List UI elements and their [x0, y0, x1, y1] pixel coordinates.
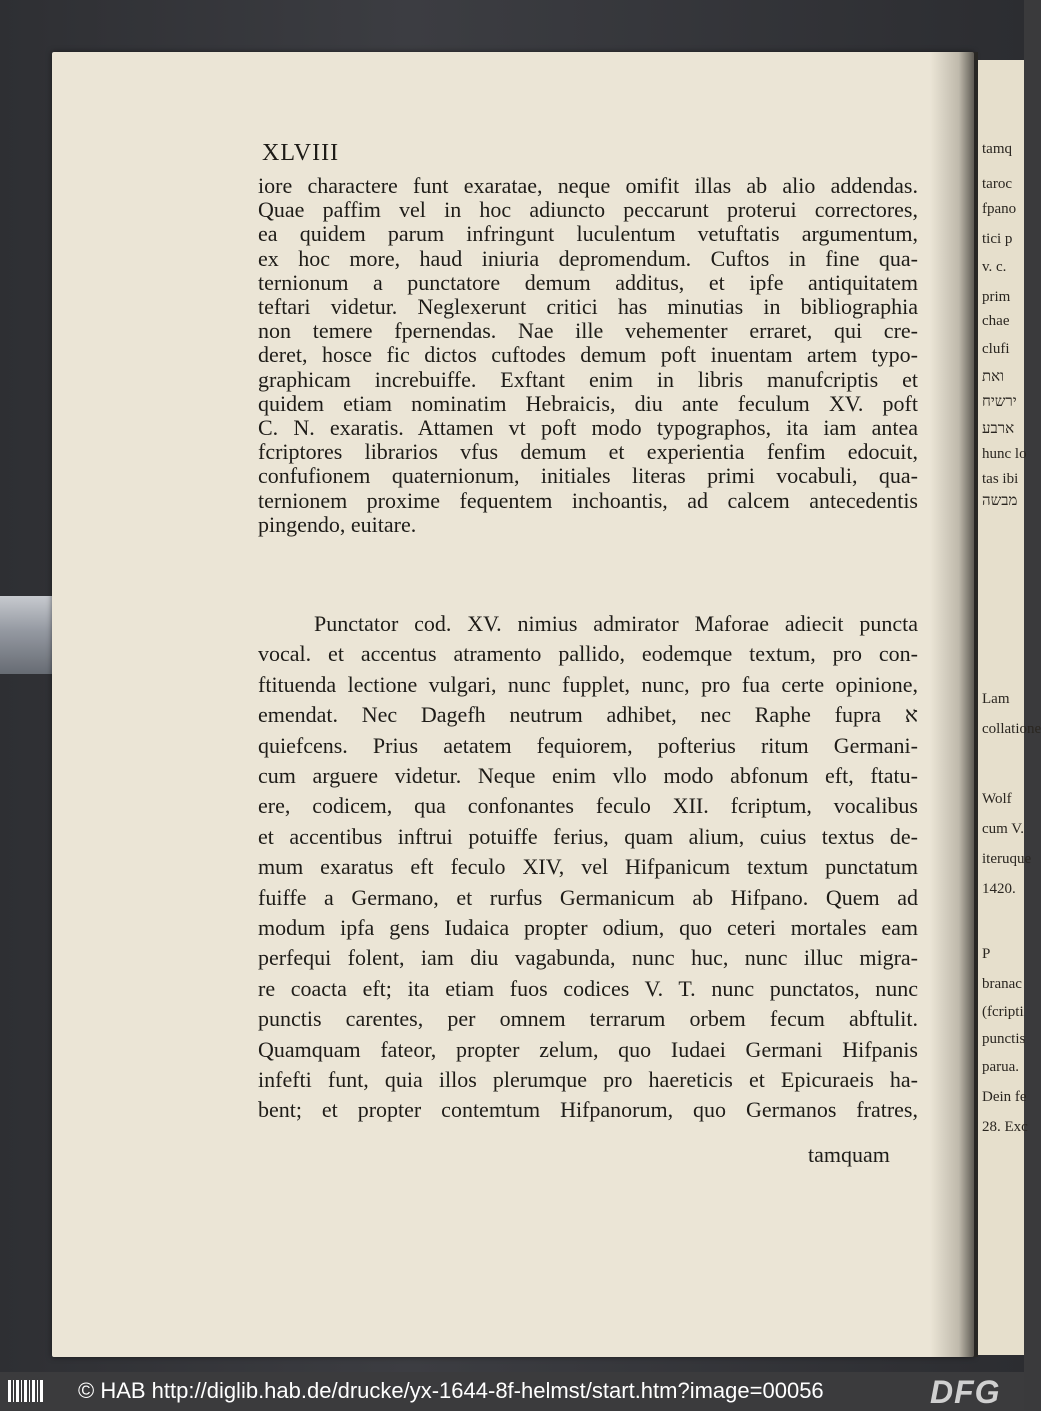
text-line: quidem etiam nominatim Hebraicis, diu ante feculum XV. poft	[258, 390, 918, 416]
adjacent-page-fragment: chae	[982, 313, 1010, 329]
text-line: fcriptores librarios vfus demum et experientia fenfim edocuit,	[258, 439, 918, 465]
text-line: mum exaratus eft feculo XIV, vel Hifpanicum textum punctatum	[258, 854, 918, 880]
page-gutter-shadow	[930, 52, 978, 1357]
text-line: iore charactere funt exaratae, neque omifit illas ab alio addendas.	[258, 173, 918, 198]
text-line: re coacta eft; ita etiam fuos codices V. T. nunc punctatos, nunc	[258, 975, 918, 1001]
adjacent-page-fragment: tici p	[982, 231, 1013, 247]
text-line: cum arguere videtur. Neque enim vllo modo abfonum eft, ftatu-	[258, 763, 918, 788]
text-line: ex hoc more, haud iniuria depromendum. Cuftos in fine qua-	[258, 245, 918, 271]
text-line: pingendo, euitare.	[258, 511, 417, 537]
text-line: ternionum a punctatore demum additus, et ipfe antiquitatem	[258, 269, 918, 295]
adjacent-page-fragment: fpano	[982, 201, 1017, 217]
adjacent-page-fragment: Lam	[982, 691, 1010, 707]
adjacent-page-fragment: iteruque	[982, 851, 1032, 867]
text-line: emendat. Nec Dagefh neutrum adhibet, nec Raphe fupra א	[258, 702, 918, 728]
running-head: XLVIII	[262, 140, 340, 166]
adjacent-page-fragment: (fcripti	[982, 1004, 1024, 1020]
adjacent-page-fragment: 1420.	[982, 881, 1016, 897]
text-line: Punctator cod. XV. nimius admirator Maforae adiecit puncta	[314, 611, 918, 636]
adjacent-page-edge	[978, 60, 1041, 1355]
adjacent-page-fragment: branac	[982, 976, 1022, 992]
text-line: Quamquam fateor, propter zelum, quo Iudaei Germani Hifpanis	[258, 1036, 918, 1062]
adjacent-page-fragment: parua.	[982, 1059, 1020, 1075]
adjacent-page-fragment: Wolf	[982, 791, 1012, 807]
text-line: bent; et propter contemtum Hifpanorum, quo Germanos fratres,	[258, 1097, 918, 1123]
text-line: ea quidem parum infringunt luculentum vetuftatis argumentum,	[258, 221, 918, 247]
footer-bar	[0, 1372, 1024, 1410]
adjacent-page-fragment: tamq	[982, 141, 1012, 157]
dfg-logo: DFG	[930, 1374, 1001, 1410]
adjacent-page-fragment: punctis	[982, 1031, 1026, 1047]
text-line: ternionem proxime fequentem inchoantis, ad calcem antecedentis	[258, 487, 918, 513]
text-line: modum ipfa gens Iudaica propter odium, quo ceteri mortales eam	[258, 915, 918, 940]
adjacent-page-fragment: hunc lo	[982, 446, 1027, 462]
text-line: C. N. exaratis. Attamen vt poft modo typographos, ita iam antea	[258, 415, 918, 440]
text-line: infefti funt, quia illos plerumque pro haereticis et Epicuraeis ha-	[258, 1067, 918, 1092]
adjacent-page-fragment: ירשיח	[982, 394, 1017, 410]
adjacent-page-fragment: taroc	[982, 176, 1012, 192]
catchword: tamquam	[808, 1142, 890, 1167]
barcode-icon	[8, 1380, 48, 1402]
adjacent-page-fragment: 28. Exc	[982, 1119, 1028, 1135]
text-line: et accentibus inftrui potuiffe ferius, quam alium, cuius textus de-	[258, 823, 918, 849]
adjacent-page-fragment: Dein fe	[982, 1089, 1027, 1105]
adjacent-page-fragment: ארבע	[982, 421, 1015, 437]
text-line: fuiffe a Germano, et rurfus Germanicum ab Hifpano. Quem ad	[258, 884, 918, 910]
text-line: perfequi folent, iam diu vagabunda, nunc huc, nunc illuc migra-	[258, 945, 918, 971]
adjacent-page-fragment: ואת	[982, 369, 1004, 385]
adjacent-page-fragment: P	[982, 946, 991, 962]
adjacent-page-fragment: prim	[982, 289, 1011, 305]
text-line: graphicam increbuiffe. Exftant enim in libris manufcriptis et	[258, 366, 918, 392]
text-line: ere, codicem, qua confonantes feculo XII. fcriptum, vocalibus	[258, 793, 918, 819]
text-line: Quae paffim vel in hoc adiuncto peccarunt proterui correctores,	[258, 197, 918, 223]
text-line: ftituenda lectione vulgari, nunc fupplet, nunc, pro fua certe opinione,	[258, 671, 918, 697]
adjacent-page-fragment: tas ibi	[982, 471, 1019, 487]
text-line: quiefcens. Prius aetatem fequiorem, pofterius ritum Germani-	[258, 732, 918, 758]
adjacent-page-fragment: clufi	[982, 341, 1010, 357]
text-line: deret, hosce fic dictos cuftodes demum poft inuentam artem typo-	[258, 342, 918, 368]
adjacent-page-fragment: cum V.	[982, 821, 1024, 837]
text-line: punctis carentes, per omnem terrarum orbem fecum abftulit.	[258, 1006, 918, 1032]
adjacent-page-fragment: v. c.	[982, 259, 1007, 275]
text-line: vocal. et accentus atramento pallido, eodemque textum, pro con-	[258, 641, 918, 667]
text-line: teftari videtur. Neglexerunt critici has minutias in bibliographia	[258, 294, 918, 319]
footer-attribution-link[interactable]: © HAB http://diglib.hab.de/drucke/yx-1644-8f-helmst/start.htm?image=00056	[78, 1378, 824, 1403]
text-line: non temere fpernendas. Nae ille vehementer erraret, qui cre-	[258, 318, 918, 344]
adjacent-page-fragment: מבשה	[982, 493, 1018, 509]
text-line: confufionem quaternionum, initiales literas primi vocabuli, qua-	[258, 463, 918, 489]
adjacent-page-fragment: collatione	[982, 721, 1041, 737]
